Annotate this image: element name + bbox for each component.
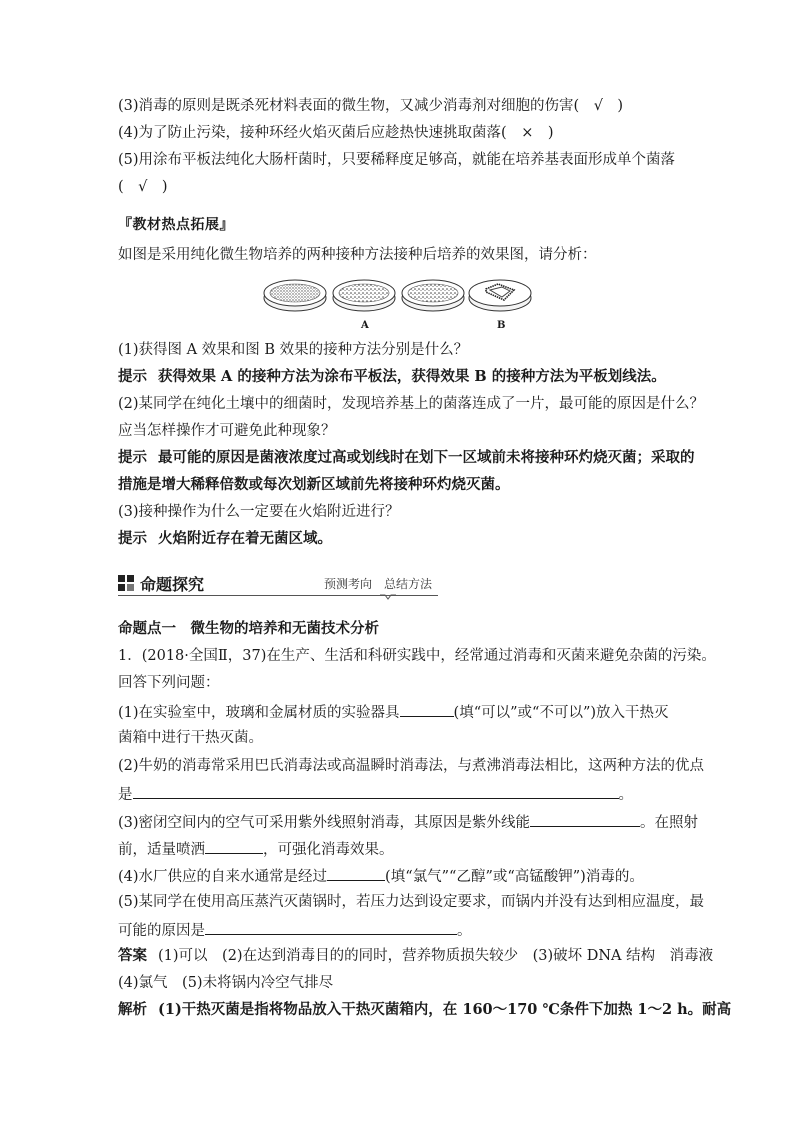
answer-blank bbox=[205, 920, 457, 935]
dish-a bbox=[333, 280, 395, 311]
text: (3)密闭空间内的空气可采用紫外线照射消毒，其原因是紫外线能 bbox=[118, 815, 531, 831]
sub-question-2a: (2)牛奶的消毒常采用巴氏消毒法或高温瞬时消毒法，与煮沸消毒法相比，这两种方法的优点 bbox=[118, 758, 705, 774]
proposition-point: 命题点一 微生物的培养和无菌技术分析 bbox=[118, 620, 379, 637]
text: ，可强化消毒效果。 bbox=[263, 842, 394, 858]
expand-hint-1 bbox=[118, 368, 686, 386]
sub-question-5a: (5)某同学在使用高压蒸汽灭菌锅时，若压力达到设定要求，而锅内并没有达到相应温度，最 bbox=[118, 894, 705, 910]
expand-intro: 如图是采用纯化微生物培养的两种接种方法接种后培养的效果图，请分析： bbox=[118, 247, 597, 263]
judgement-5: (5)用涂布平板法纯化大肠杆菌时，只要稀释度足够高，就能在培养基表面形成单个菌落 bbox=[118, 152, 676, 168]
figure-label-b: B bbox=[497, 320, 506, 331]
dish-3 bbox=[402, 280, 464, 311]
text: 。在照射 bbox=[640, 815, 699, 831]
analysis-label: 解析 bbox=[118, 1001, 147, 1018]
expand-hint-2b: 措施是增大稀释倍数或每次划新区域前先将接种环灼烧灭菌。 bbox=[118, 476, 510, 493]
answer-blank bbox=[327, 866, 385, 881]
analysis-text: (1)干热灭菌是指将物品放入干热灭菌箱内，在 160～170 ℃条件下加热 1～2 h。耐高 bbox=[158, 1001, 732, 1018]
hint-text: 火焰附近存在着无菌区域。 bbox=[158, 530, 332, 547]
expand-hint-3 bbox=[118, 530, 686, 548]
sub-question-3b bbox=[118, 839, 686, 859]
answer-blank bbox=[400, 702, 454, 717]
expand-hint-2a bbox=[118, 449, 695, 467]
expand-question-1: (1)获得图 A 效果和图 B 效果的接种方法分别是什么？ bbox=[118, 342, 469, 358]
answer-label: 答案 bbox=[118, 947, 147, 964]
analysis-line bbox=[118, 1001, 732, 1019]
answer-blank bbox=[205, 839, 263, 854]
judgement-3: (3)消毒的原则是既杀死材料表面的微生物，又减少消毒剂对细胞的伤害( √ ) bbox=[118, 98, 624, 114]
dish-b bbox=[469, 280, 531, 311]
textbook-expand-tag: 『教材热点拓展』 bbox=[118, 217, 234, 233]
section-header bbox=[118, 572, 438, 594]
text: 。 bbox=[457, 923, 472, 939]
sub-question-4 bbox=[118, 866, 686, 886]
text: 。 bbox=[618, 787, 633, 803]
sub-question-1a bbox=[118, 702, 686, 722]
judgement-4: (4)为了防止污染，接种环经火焰灭菌后应趁热快速挑取菌落( × ) bbox=[118, 125, 554, 141]
question-intro: 1．(2018·全国Ⅱ，37)在生产、生活和科研实践中，经常通过消毒和灭菌来避免杂菌的污染。 bbox=[118, 648, 716, 664]
answer-line-2: (4)氯气 (5)未将锅内冷空气排尽 bbox=[118, 975, 334, 991]
expand-question-2a: (2)某同学在纯化土壤中的细菌时，发现培养基上的菌落连成了一片，最可能的原因是什么？ bbox=[118, 396, 705, 412]
text: (填“氯气”“乙醇”或“高锰酸钾”)消毒的。 bbox=[385, 869, 644, 885]
sub-question-3a bbox=[118, 812, 699, 832]
section-title: 命题探究 bbox=[140, 575, 205, 594]
figure-label-a: A bbox=[361, 320, 369, 331]
sub-question-2b bbox=[118, 784, 686, 804]
petri-dishes-illustration bbox=[262, 272, 534, 316]
judgement-5-mark: ( √ ) bbox=[118, 179, 168, 195]
expand-question-2b: 应当怎样操作才可避免此种现象？ bbox=[118, 423, 336, 439]
hint-text: 最可能的原因是菌液浓度过高或划线时在划下一区域前未将接种环灼烧灭菌；采取的 bbox=[158, 449, 695, 466]
text: (1)在实验室中，玻璃和金属材质的实验器具 bbox=[118, 705, 400, 721]
sub-question-1b: 菌箱中进行干热灭菌。 bbox=[118, 730, 263, 746]
dish-1 bbox=[264, 280, 326, 311]
rule-notch-icon bbox=[380, 592, 396, 600]
text: (填“可以”或“不可以”)放入干热灭 bbox=[453, 705, 669, 721]
hint-text: 获得效果 A 的接种方法为涂布平板法，获得效果 B 的接种方法为平板划线法。 bbox=[158, 368, 666, 385]
hint-label: 提示 bbox=[118, 449, 147, 466]
text: 是 bbox=[118, 787, 133, 803]
question-intro-2: 回答下列问题： bbox=[118, 675, 220, 691]
answer-text: (1)可以 (2)在达到消毒目的的同时，营养物质损失较少 (3)破坏 DNA 结构 消毒液 bbox=[158, 948, 714, 964]
text: 可能的原因是 bbox=[118, 923, 205, 939]
section-square-icon bbox=[118, 575, 134, 591]
answer-blank bbox=[133, 784, 619, 799]
petri-dish-figure bbox=[262, 272, 534, 334]
expand-question-3: (3)接种操作为什么一定要在火焰附近进行？ bbox=[118, 504, 400, 520]
text: 前，适量喷洒 bbox=[118, 842, 205, 858]
section-subtitle: 预测考向 总结方法 bbox=[324, 577, 433, 591]
hint-label: 提示 bbox=[118, 368, 147, 385]
hint-label: 提示 bbox=[118, 530, 147, 547]
text: (4)水厂供应的自来水通常是经过 bbox=[118, 869, 328, 885]
answer-line-1 bbox=[118, 947, 714, 965]
answer-blank bbox=[530, 812, 640, 827]
sub-question-5b bbox=[118, 920, 686, 940]
